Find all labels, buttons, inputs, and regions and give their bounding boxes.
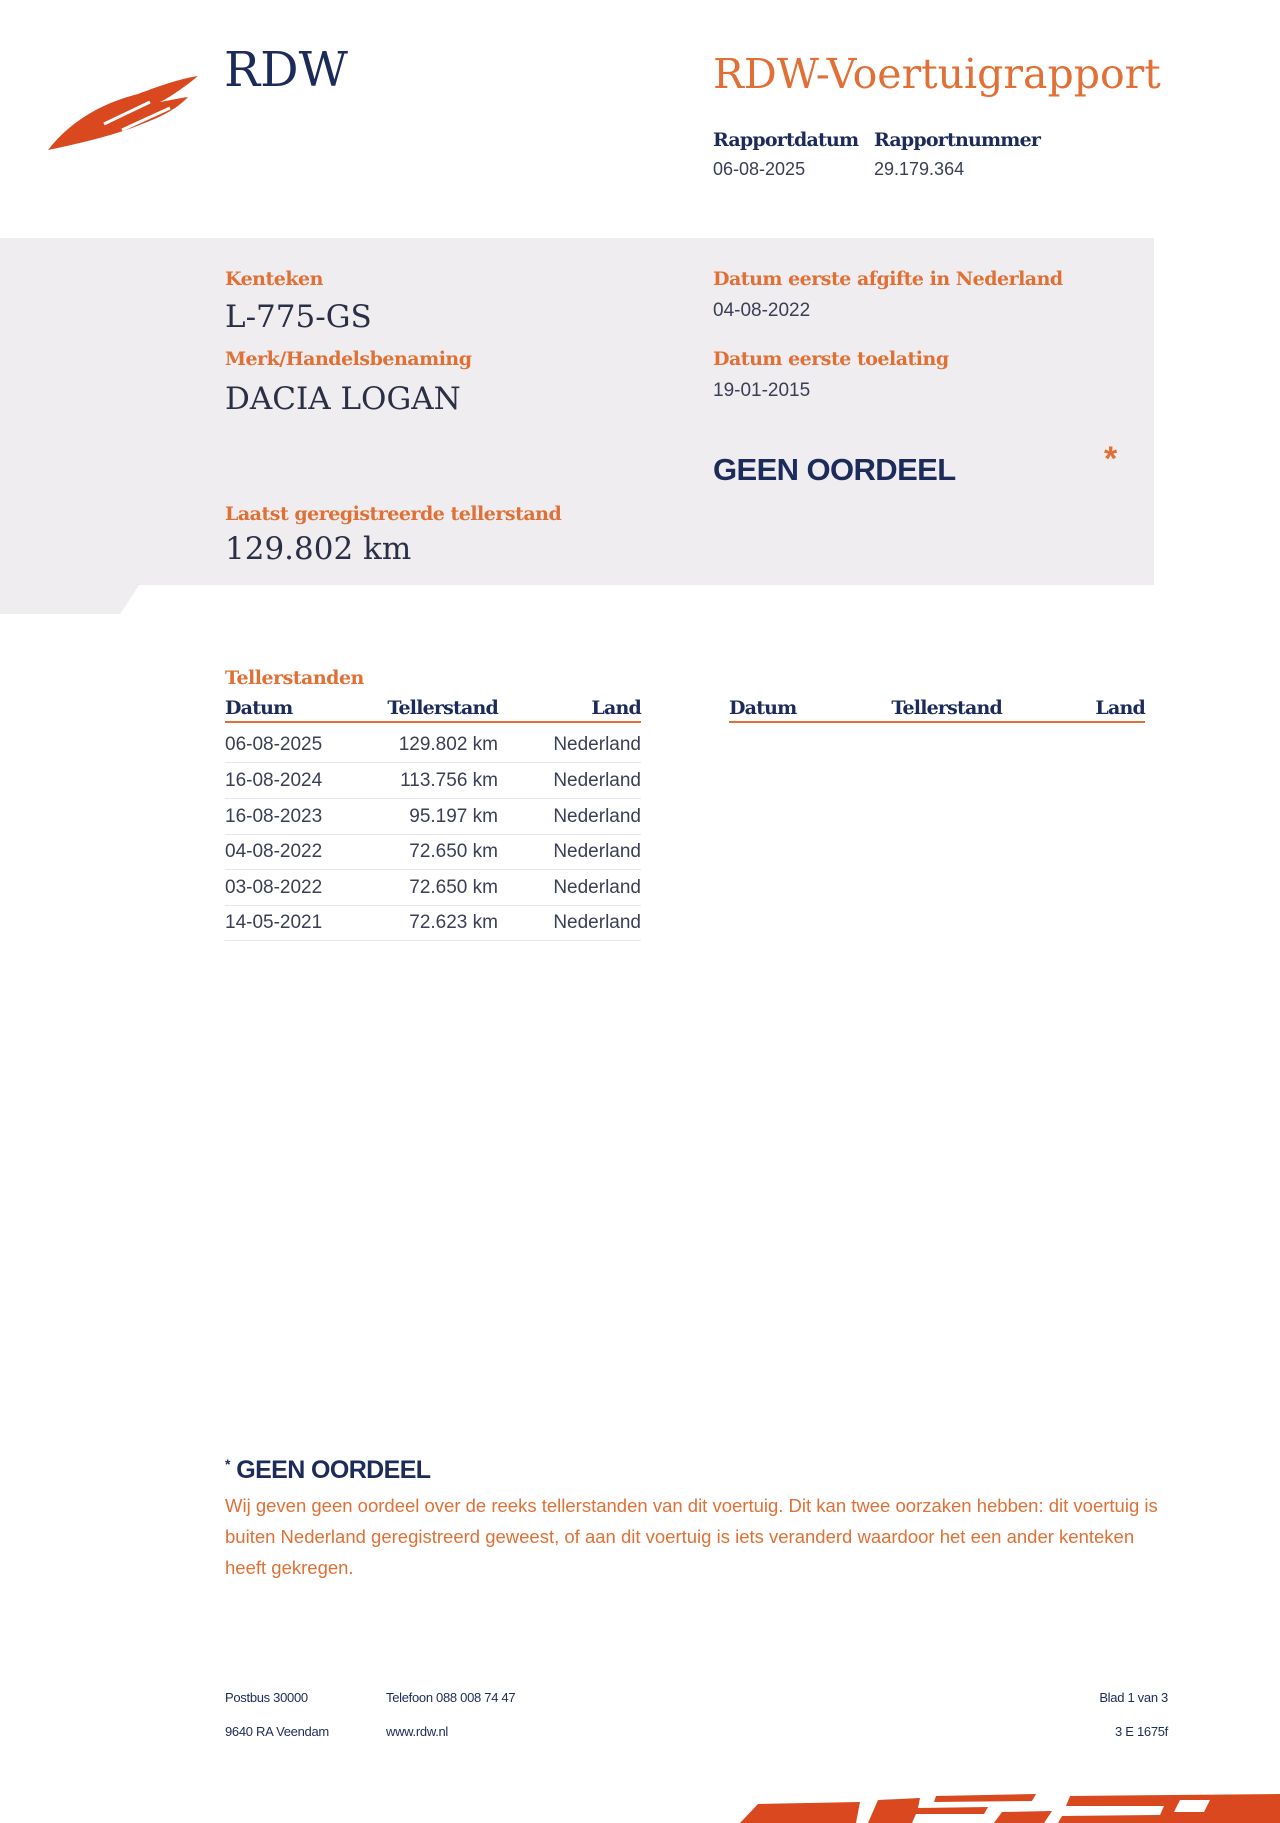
footer-city: 9640 RA Veendam [225, 1724, 329, 1739]
cell-date: 06-08-2025 [225, 734, 323, 755]
cell-date: 16-08-2023 [225, 806, 323, 827]
col-date: Datum [729, 697, 797, 719]
cell-date: 16-08-2024 [225, 770, 323, 791]
footer-phone: Telefoon 088 008 74 47 [386, 1690, 516, 1705]
rdw-logo-icon [46, 72, 206, 152]
col-reading: Tellerstand [387, 697, 498, 719]
table-row [225, 763, 641, 799]
odometer-table-header [225, 697, 641, 723]
footnote-title [225, 1456, 430, 1485]
table-row [225, 727, 641, 763]
col-country: Land [1095, 697, 1145, 719]
footer-postbus: Postbus 30000 [225, 1690, 308, 1705]
last-odometer-label: Laatst geregistreerde tellerstand [225, 503, 562, 525]
cell-reading: 72.650 km [409, 877, 498, 898]
cell-country: Nederland [553, 770, 641, 791]
cell-country: Nederland [553, 806, 641, 827]
cell-country: Nederland [553, 841, 641, 862]
odometer-table-header-2 [729, 697, 1145, 723]
brand-label: Merk/Handelsbenaming [225, 348, 472, 370]
verdict-asterisk: * [1104, 440, 1118, 478]
cell-date: 14-05-2021 [225, 912, 323, 933]
first-registration-nl-label: Datum eerste afgifte in Nederland [713, 268, 1063, 290]
report-number-label: Rapportnummer [874, 129, 1041, 151]
brand-name: RDW [224, 42, 348, 98]
cell-date: 03-08-2022 [225, 877, 323, 898]
first-admission-label: Datum eerste toelating [713, 348, 949, 370]
table-row [225, 870, 641, 906]
cell-reading: 72.650 km [409, 841, 498, 862]
last-odometer-value: 129.802 km [225, 531, 412, 567]
report-date: 06-08-2025 [713, 159, 806, 179]
plate-label: Kenteken [225, 268, 323, 290]
footer-code: 3 E 1675f [1115, 1724, 1168, 1739]
first-admission-value: 19-01-2015 [713, 380, 811, 401]
table-row [225, 834, 641, 870]
cell-country: Nederland [553, 877, 641, 898]
footer-website-link[interactable]: www.rdw.nl [386, 1724, 449, 1739]
odometer-section-title: Tellerstanden [225, 667, 364, 689]
brand-value: DACIA LOGAN [225, 381, 461, 417]
footnote-title-text: GEEN OORDEEL [236, 1456, 431, 1484]
footnote-body: Wij geven geen oordeel over de reeks tellerstanden van dit voertuig. Dit kan twee oorzaken hebben: dit voertuig is buiten Nederland geregistreerd geweest, of aan dit voertuig is iets veranderd waardoor het een ander kenteken heeft gekregen. [225, 1495, 1158, 1578]
panel-tail [0, 584, 140, 614]
cell-date: 04-08-2022 [225, 841, 323, 862]
col-country: Land [591, 697, 641, 719]
verdict: GEEN OORDEEL [713, 452, 956, 487]
cell-country: Nederland [553, 912, 641, 933]
report-date-block [713, 129, 858, 180]
report-date-label: Rapportdatum [713, 129, 859, 151]
plate-value: L-775-GS [225, 299, 372, 335]
cell-reading: 113.756 km [400, 770, 498, 791]
first-registration-nl-value: 04-08-2022 [713, 300, 811, 321]
cell-reading: 95.197 km [409, 806, 498, 827]
report-title: RDW-Voertuigrapport [713, 50, 1161, 98]
report-number: 29.179.364 [874, 159, 965, 179]
report-number-block [874, 129, 1040, 180]
cell-reading: 129.802 km [398, 734, 498, 755]
table-row [225, 799, 641, 835]
col-date: Datum [225, 697, 293, 719]
vehicle-info-panel [0, 238, 1154, 585]
footnote-marker: * [225, 1456, 230, 1472]
cell-country: Nederland [553, 734, 641, 755]
cell-reading: 72.623 km [409, 912, 498, 933]
footer-band-graphic [740, 1792, 1280, 1823]
footer-page-number: Blad 1 van 3 [1099, 1690, 1168, 1705]
col-reading: Tellerstand [891, 697, 1002, 719]
table-row [225, 905, 641, 941]
